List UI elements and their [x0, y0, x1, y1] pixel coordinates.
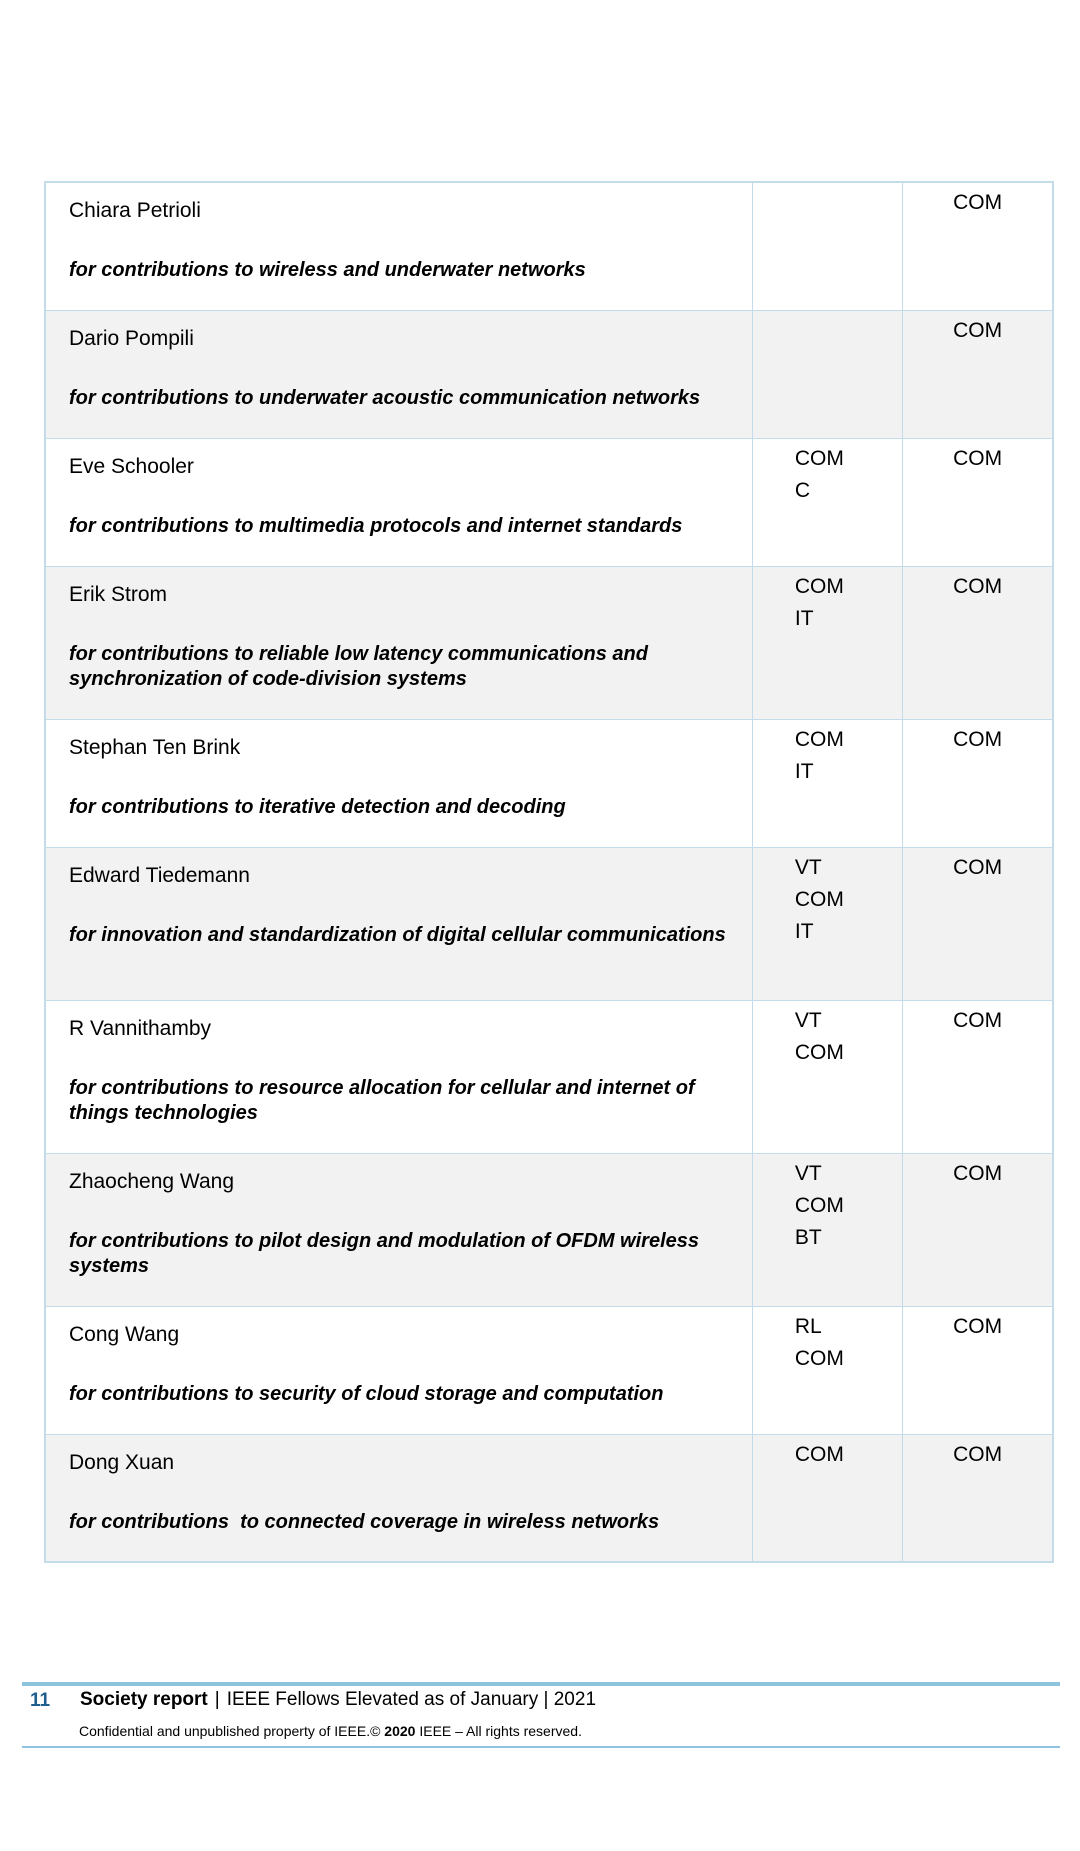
name-cell — [45, 566, 752, 719]
control-society: COM — [953, 1008, 1003, 1032]
fellow-citation: for contributions to pilot design and modulation of OFDM wireless systems — [69, 1229, 699, 1277]
confidential-prefix: Confidential and unpublished property of IEEE.© — [79, 1723, 385, 1739]
table-row — [45, 566, 1053, 719]
control-society-cell — [903, 1000, 1053, 1153]
footer-separator: | — [214, 1689, 220, 1710]
fellow-name: Eve Schooler — [69, 454, 194, 478]
society-code: COM — [794, 446, 844, 470]
control-society: COM — [953, 727, 1003, 751]
footer-top-rule — [22, 1682, 1060, 1686]
control-society-cell — [903, 719, 1053, 847]
copyright-year: 2020 — [384, 1723, 416, 1739]
control-society-cell — [903, 1306, 1053, 1434]
control-society: COM — [953, 318, 1003, 342]
fellow-name: Erik Strom — [69, 582, 168, 606]
table-row — [45, 847, 1053, 1000]
societies-cell — [752, 566, 902, 719]
table-row — [45, 182, 1053, 310]
fellow-name: Edward Tiedemann — [69, 863, 250, 887]
society-code: COM — [794, 1193, 844, 1217]
table-row — [45, 310, 1053, 438]
society-code: C — [794, 478, 811, 502]
societies-cell — [752, 847, 902, 1000]
society-code: BT — [794, 1225, 822, 1249]
control-society-cell — [903, 182, 1053, 310]
societies-cell — [752, 438, 902, 566]
fellow-citation: for contributions to multimedia protocols and internet standards — [69, 514, 683, 537]
societies-cell — [752, 310, 902, 438]
fellow-citation: for innovation and standardization of digital cellular communications — [69, 923, 726, 946]
name-cell — [45, 1153, 752, 1306]
fellow-name: Stephan Ten Brink — [69, 735, 241, 759]
page-number: 11 — [30, 1690, 51, 1711]
fellow-citation: for contributions to iterative detection and decoding — [69, 795, 566, 818]
control-society: COM — [953, 1442, 1003, 1466]
control-society-cell — [903, 438, 1053, 566]
name-cell — [45, 847, 752, 1000]
control-society-cell — [903, 566, 1053, 719]
fellow-name: Chiara Petrioli — [69, 199, 201, 222]
society-code: COM — [794, 1040, 844, 1064]
fellow-name: Zhaocheng Wang — [69, 1169, 234, 1193]
societies-cell — [752, 1153, 902, 1306]
name-cell — [45, 1306, 752, 1434]
fellow-citation: for contributions to reliable low latency communications and synchronization of code-division systems — [69, 642, 648, 690]
name-cell — [45, 182, 752, 310]
report-title: IEEE Fellows Elevated as of January | 2021 — [226, 1689, 597, 1710]
fellow-name: Dario Pompili — [69, 326, 194, 350]
fellow-citation: for contributions to resource allocation for cellular and internet of things technologies — [69, 1076, 695, 1124]
footer-title-line — [80, 1689, 596, 1711]
society-code: COM — [794, 574, 844, 598]
table-row — [45, 438, 1053, 566]
fellow-citation: for contributions to security of cloud storage and computation — [69, 1382, 664, 1405]
control-society: COM — [953, 446, 1003, 470]
societies-cell — [752, 719, 902, 847]
name-cell — [45, 1434, 752, 1562]
fellow-name: Dong Xuan — [69, 1450, 175, 1474]
table-row — [45, 1306, 1053, 1434]
societies-cell — [752, 1434, 902, 1562]
confidential-suffix: IEEE – All rights reserved. — [415, 1723, 582, 1739]
society-code: IT — [794, 606, 814, 630]
footer-bottom-rule — [22, 1746, 1060, 1748]
control-society-cell — [903, 310, 1053, 438]
fellow-citation: for contributions to underwater acoustic communication networks — [69, 386, 701, 409]
control-society: COM — [953, 1314, 1003, 1338]
control-society-cell — [903, 1434, 1053, 1562]
society-code: VT — [794, 1161, 822, 1185]
society-code: RL — [794, 1314, 822, 1338]
table-row — [45, 719, 1053, 847]
name-cell — [45, 310, 752, 438]
society-code: IT — [794, 759, 814, 783]
society-code: VT — [794, 1008, 822, 1032]
control-society-cell — [903, 1153, 1053, 1306]
societies-cell — [752, 1000, 902, 1153]
control-society-cell — [903, 847, 1053, 1000]
control-society: COM — [953, 855, 1003, 879]
name-cell — [45, 719, 752, 847]
society-code: IT — [794, 919, 814, 943]
control-society: COM — [953, 191, 1003, 214]
name-cell — [45, 1000, 752, 1153]
report-label: Society report — [80, 1689, 208, 1710]
societies-cell — [752, 182, 902, 310]
fellow-citation: for contributions to wireless and underwater networks — [69, 259, 586, 281]
society-code: VT — [794, 855, 822, 879]
name-cell — [45, 438, 752, 566]
control-society: COM — [953, 574, 1003, 598]
fellow-name: Cong Wang — [69, 1322, 180, 1346]
societies-cell — [752, 1306, 902, 1434]
society-code: COM — [794, 727, 844, 751]
fellow-citation: for contributions to connected coverage in wireless networks — [69, 1510, 660, 1533]
fellow-name: R Vannithamby — [69, 1016, 212, 1040]
society-code: COM — [794, 1346, 844, 1370]
table-row — [45, 1153, 1053, 1306]
table-row — [45, 1434, 1053, 1562]
control-society: COM — [953, 1161, 1003, 1185]
table-row — [45, 1000, 1053, 1153]
confidential-notice — [79, 1723, 582, 1739]
society-code: COM — [794, 887, 844, 911]
society-code: COM — [794, 1442, 844, 1466]
fellows-table — [44, 181, 1054, 1563]
